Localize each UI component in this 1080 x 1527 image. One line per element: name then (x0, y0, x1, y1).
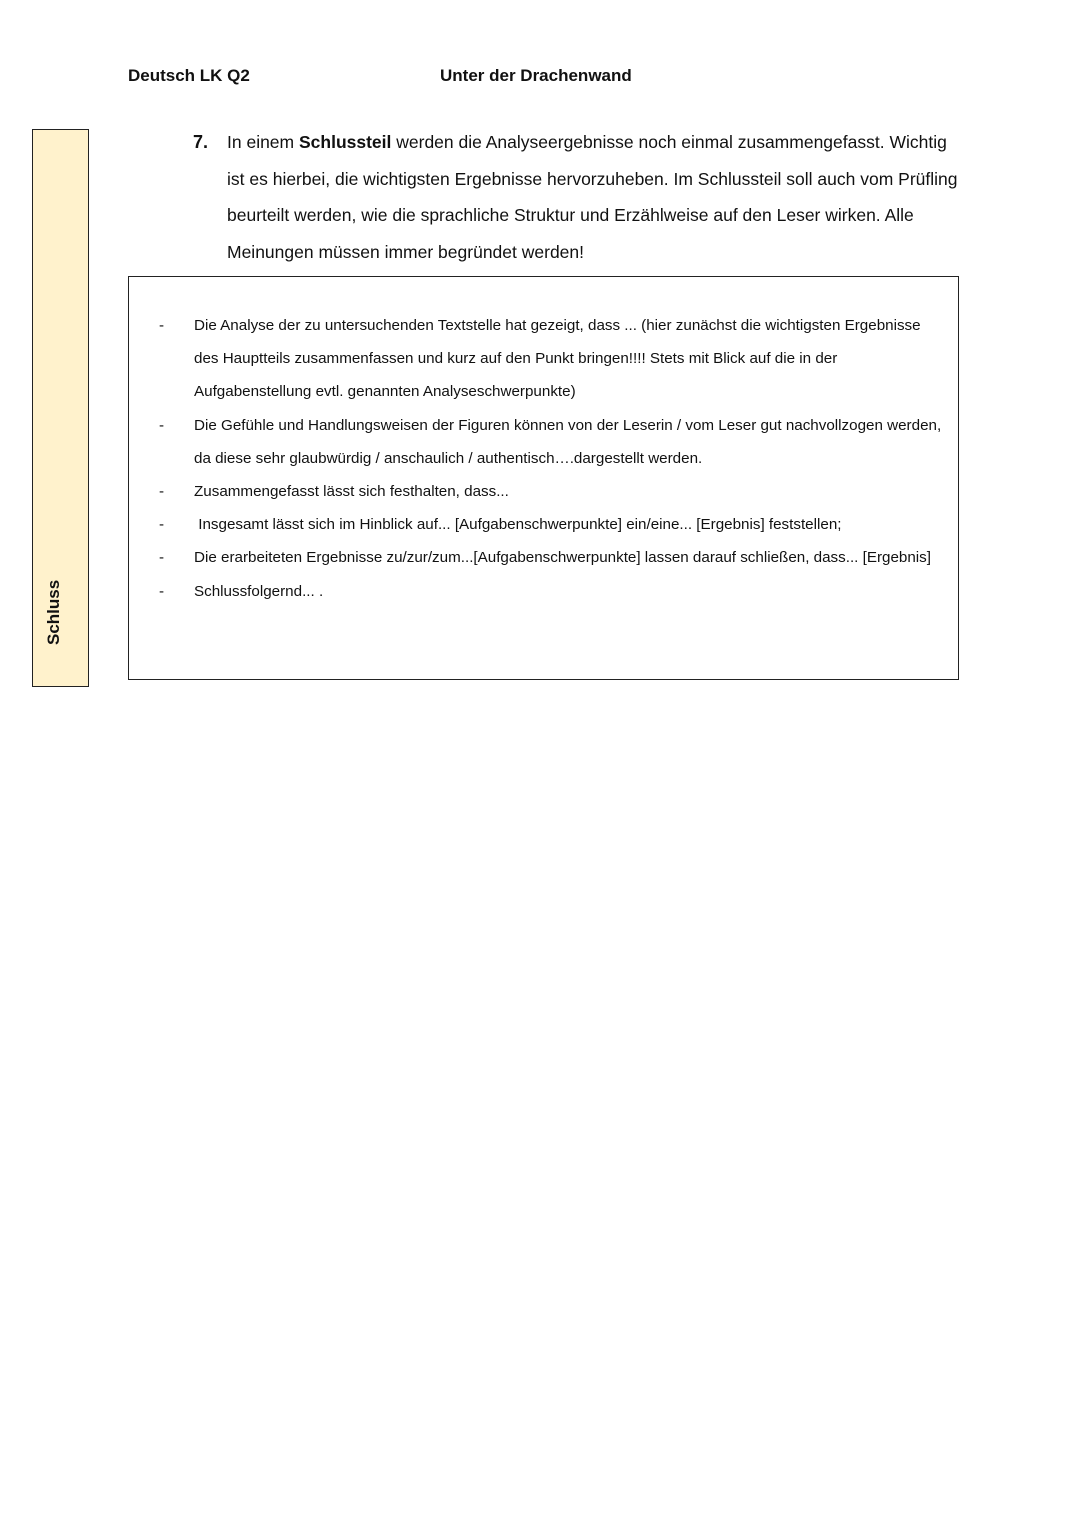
bullet-dash: - (159, 582, 165, 600)
task-text (227, 124, 963, 270)
phrase-text: Schlussfolgernd... . (194, 582, 324, 600)
task-body: werden die Analyseergebnisse noch einmal zusammengefasst. Wichtig ist es hierbei, die wichtigsten Ergebnisse hervorzuheben. Im Schlussteil soll auch vom Prüfling beurteilt werden, wie die sprachliche Struktur und Erzählweise auf den Leser wirken. Alle Meinungen müssen immer begründet werden! (227, 132, 958, 262)
task-intro: In einem (227, 132, 299, 152)
phrase-box (128, 276, 959, 680)
bullet-dash: - (159, 516, 165, 534)
list-item (159, 541, 949, 574)
bullet-dash: - (159, 549, 165, 567)
bullet-dash: - (159, 483, 165, 501)
phrase-text: Zusammengefasst lässt sich festhalten, dass... (194, 483, 509, 501)
phrase-text: Insgesamt lässt sich im Hinblick auf... [Aufgabenschwerpunkte] ein/eine... [Ergebnis] feststellen; (194, 516, 842, 534)
phrase-text: Die Gefühle und Handlungsweisen der Figuren können von der Leserin / vom Leser gut nachvollzogen werden, da diese sehr glaubwürdig / anschaulich / authentisch….dargestellt werden. (194, 416, 942, 467)
phrase-list (159, 309, 949, 608)
list-item (159, 309, 949, 409)
phrase-text: Die erarbeiteten Ergebnisse zu/zur/zum...[Aufgabenschwerpunkte] lassen darauf schließen, dass... [Ergebnis] (194, 549, 931, 567)
course-header: Deutsch LK Q2 (128, 66, 250, 85)
task-instruction (193, 124, 963, 270)
bullet-dash: - (159, 317, 165, 334)
list-item (159, 508, 949, 541)
bullet-dash: - (159, 416, 165, 434)
phrase-text: Die Analyse der zu untersuchenden Textstelle hat gezeigt, dass ... (hier zunächst die wichtigsten Ergebnisse des Hauptteils zusammenfassen und kurz auf den Punkt bringen!!!! Stets mit Blick auf die in der Aufgabenstellung evtl. genannten Analyseschwerpunkte) (194, 317, 921, 401)
task-number: 7. (193, 132, 209, 152)
task-keyword: Schlussteil (298, 132, 392, 152)
list-item (159, 575, 949, 608)
document-title: Unter der Drachenwand (440, 66, 632, 85)
list-item (159, 475, 949, 508)
section-label: Schluss (44, 579, 63, 645)
list-item (159, 409, 949, 475)
